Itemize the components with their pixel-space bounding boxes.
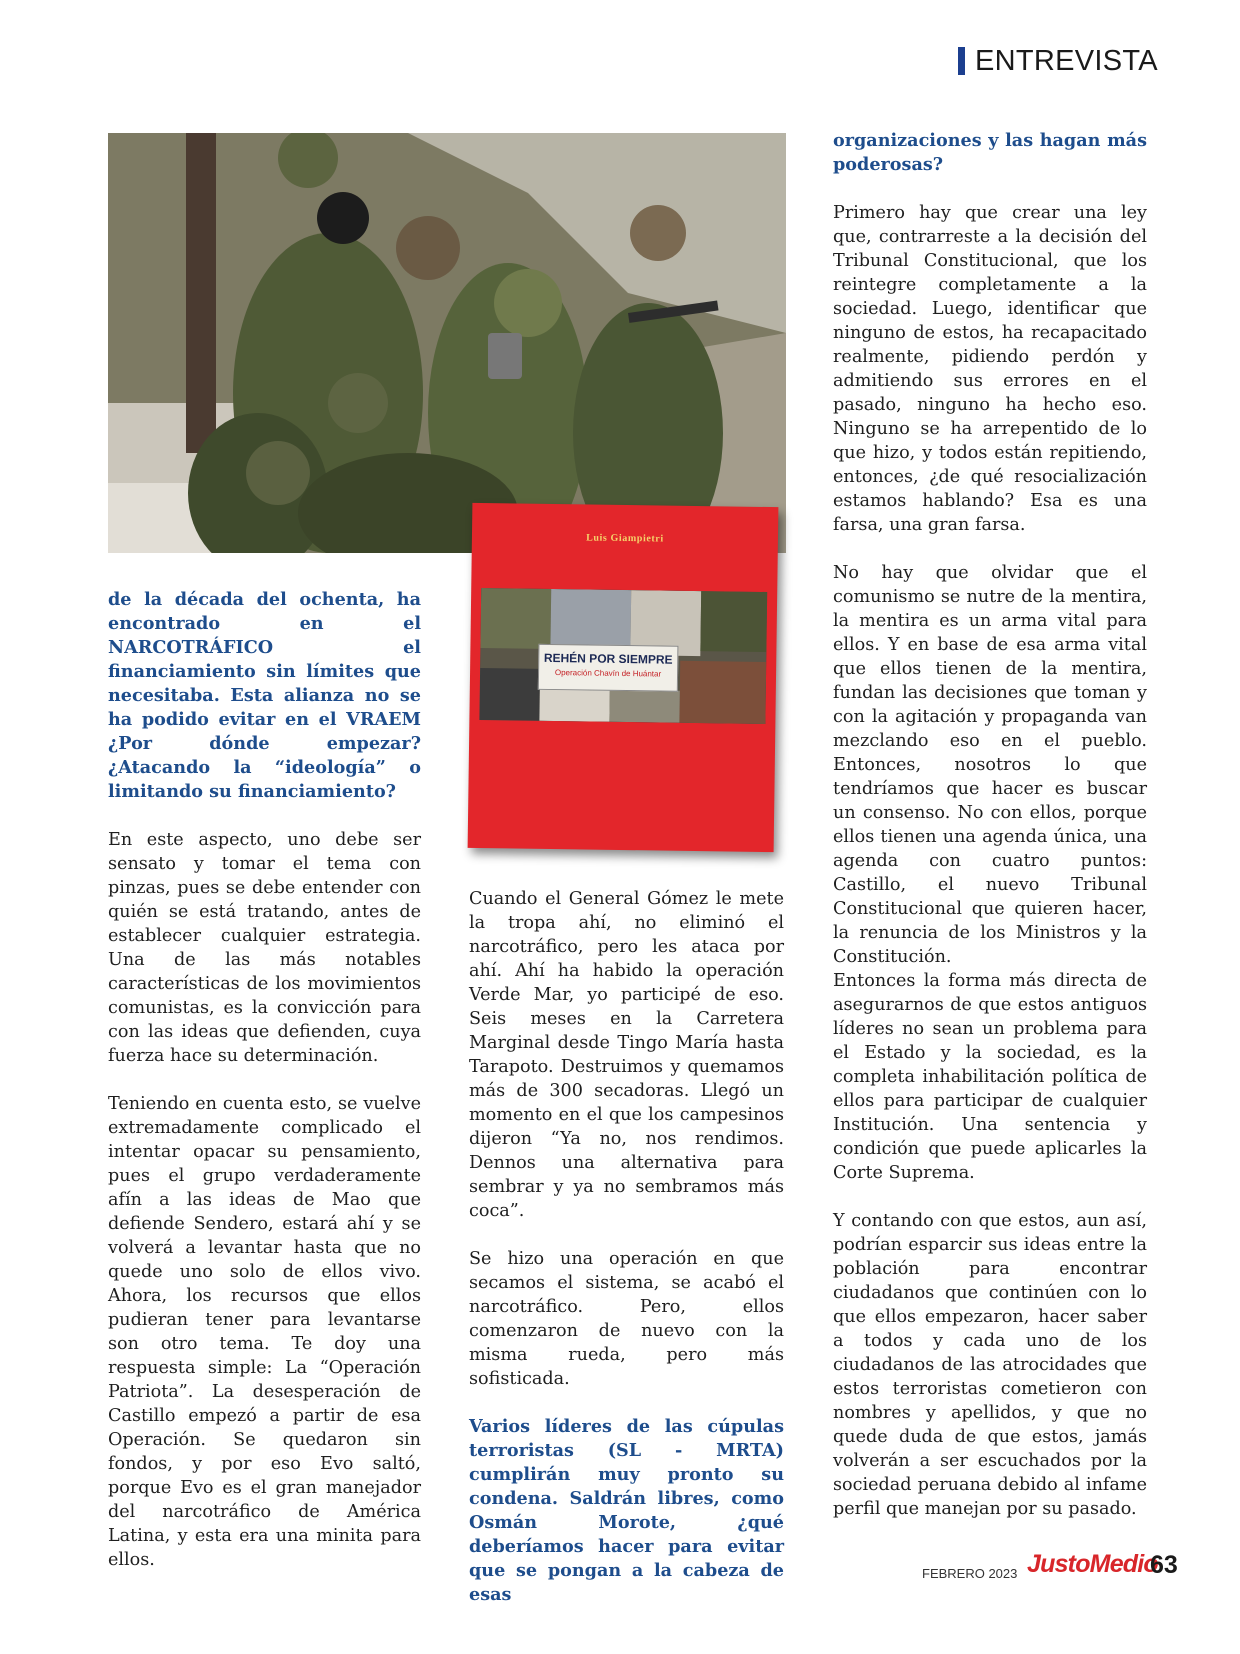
answer-paragraph: En este aspecto, uno debe ser sensato y tomar el tema con pinzas, pues se debe entender con quién se está tratando, antes de establecer cualquier estrategia. Una de las más notables características de los movimientos comunistas, es la convicción para con las ideas que defienden, cuya fuerza hace su determinación. <box>108 830 421 1066</box>
answer-paragraph: Se hizo una operación en que secamos el sistema, se acabó el narcotráfico. Pero, ellos comenzaron de nuevo con la misma rueda, pero más sofisticada. <box>469 1249 784 1389</box>
book-cover <box>468 503 779 852</box>
answer-paragraph: Y contando con que estos, aun así, podrían esparcir sus ideas entre la población para encontrar ciudadanos que continúen con lo que ellos empezaron, hacer saber a todos y cada uno de los ciudadanos de las atrocidades que estos terroristas cometieron con nombres y apellidos, y que no quede duda de que estos, jamás volverán a ser escuchados por la sociedad peruana debido al infame perfil que manejan por su pasado. <box>833 1211 1147 1519</box>
answer-paragraph: Primero hay que crear una ley que, contrarreste a la decisión del Tribunal Constitucional, que los reintegre completamente a la sociedad. Luego, identificar que ninguno de estos, ha recapacitado realmente, pidiendo perdón y admitiendo sus errores en el pasado, ninguno ha hecho eso. Ninguno se ha arrepentido de lo que hizo, y todos están repitiendo, entonces, ¿de qué resocialización estamos hablando? Esa es una farsa, una gran farsa. <box>833 203 1147 535</box>
book-title: REHÉN POR SIEMPRE <box>543 650 673 667</box>
interview-question: Varios líderes de las cúpulas terroristas (SL - MRTA) cumplirán muy pronto su condena. Saldrán libres, como Osmán Morote, ¿qué deberíamos hacer para evitar que se pongan a la cabeza de esas <box>469 1416 784 1605</box>
answer-paragraph: No hay que olvidar que el comunismo se nutre de la mentira, la mentira es un arma vital para ellos. Y en base de esa arma vital que ellos tienen de la mentira, fundan las decisiones que toman y con la agitación y propaganda van mezclando eso en el pueblo. Entonces, nosotros lo que tendríamos que hacer es buscar un consenso. No con ellos, porque ellos tienen una agenda única, una agenda con cuatro puntos: Castillo, el nuevo Tribunal Constitucional que quieren hacer, la renuncia de los Ministros y la Constitución. <box>833 563 1147 967</box>
answer-paragraph: Teniendo en cuenta esto, se vuelve extremadamente complicado el intentar opacar su pensamiento, pues el grupo verdaderamente afín a las ideas de Mao que defiende Sendero, estará ahí y se volverá a levantar hasta que no quede uno solo de ellos vivo. Ahora, los recursos que ellos pudieran tener para levantarse son otro tema. Te doy una respuesta simple: La “Operación Patriota”. La desesperación de Castillo empezó a partir de esa Operación. Se quedaron sin fondos, y por eso Evo saltó, porque Evo es el gran manejador del narcotráfico de América Latina, y esta era una minita para ellos. <box>108 1094 421 1570</box>
article-column-3 <box>833 129 1147 1545</box>
answer-paragraph: Cuando el General Gómez le mete la tropa ahí, no eliminó el narcotráfico, pero les ataca por ahí. Ahí ha habido la operación Verde Mar, yo participé de eso. Seis meses en la Carretera Marginal desde Tingo María hasta Tarapoto. Destruimos y quemamos más de 300 secadoras. Llegó un momento en el que los campesinos dijeron “Ya no, nos rendimos. Dennos una alternativa para sembrar y ya no sembramos más coca”. <box>469 889 784 1221</box>
interview-question: de la década del ochenta, ha encontrado en el NARCOTRÁFICO el financiamiento sin límites que necesitaba. Esta alianza no se ha podido evitar en el VRAEM ¿Por dónde empezar? ¿Atacando la “ideología” o limitando su financiamiento? <box>108 589 421 802</box>
article-column-1 <box>108 588 421 1596</box>
book-author: Luis Giampietri <box>586 532 664 545</box>
section-header <box>958 46 1158 76</box>
issue-date: FEBRERO 2023 <box>922 1566 1018 1581</box>
interview-question: organizaciones y las hagan más poderosas? <box>833 130 1147 175</box>
magazine-logo: JustoMedio <box>1027 1550 1158 1578</box>
section-title: ENTREVISTA <box>975 45 1158 77</box>
page-number: 63 <box>1150 1551 1178 1579</box>
answer-paragraph: Entonces la forma más directa de asegurarnos de que estos antiguos líderes no sean un problema para el Estado y la sociedad, es la completa inhabilitación política de ellos para participar de cualquier Institución. Una sentencia y condición que puede aplicarles la Corte Suprema. <box>833 971 1147 1183</box>
section-bar <box>958 47 965 75</box>
soldiers-photo <box>108 133 786 553</box>
article-column-2 <box>469 887 784 1631</box>
book-subtitle: Operación Chavín de Huántar <box>554 668 662 679</box>
book-title-box <box>538 644 679 692</box>
